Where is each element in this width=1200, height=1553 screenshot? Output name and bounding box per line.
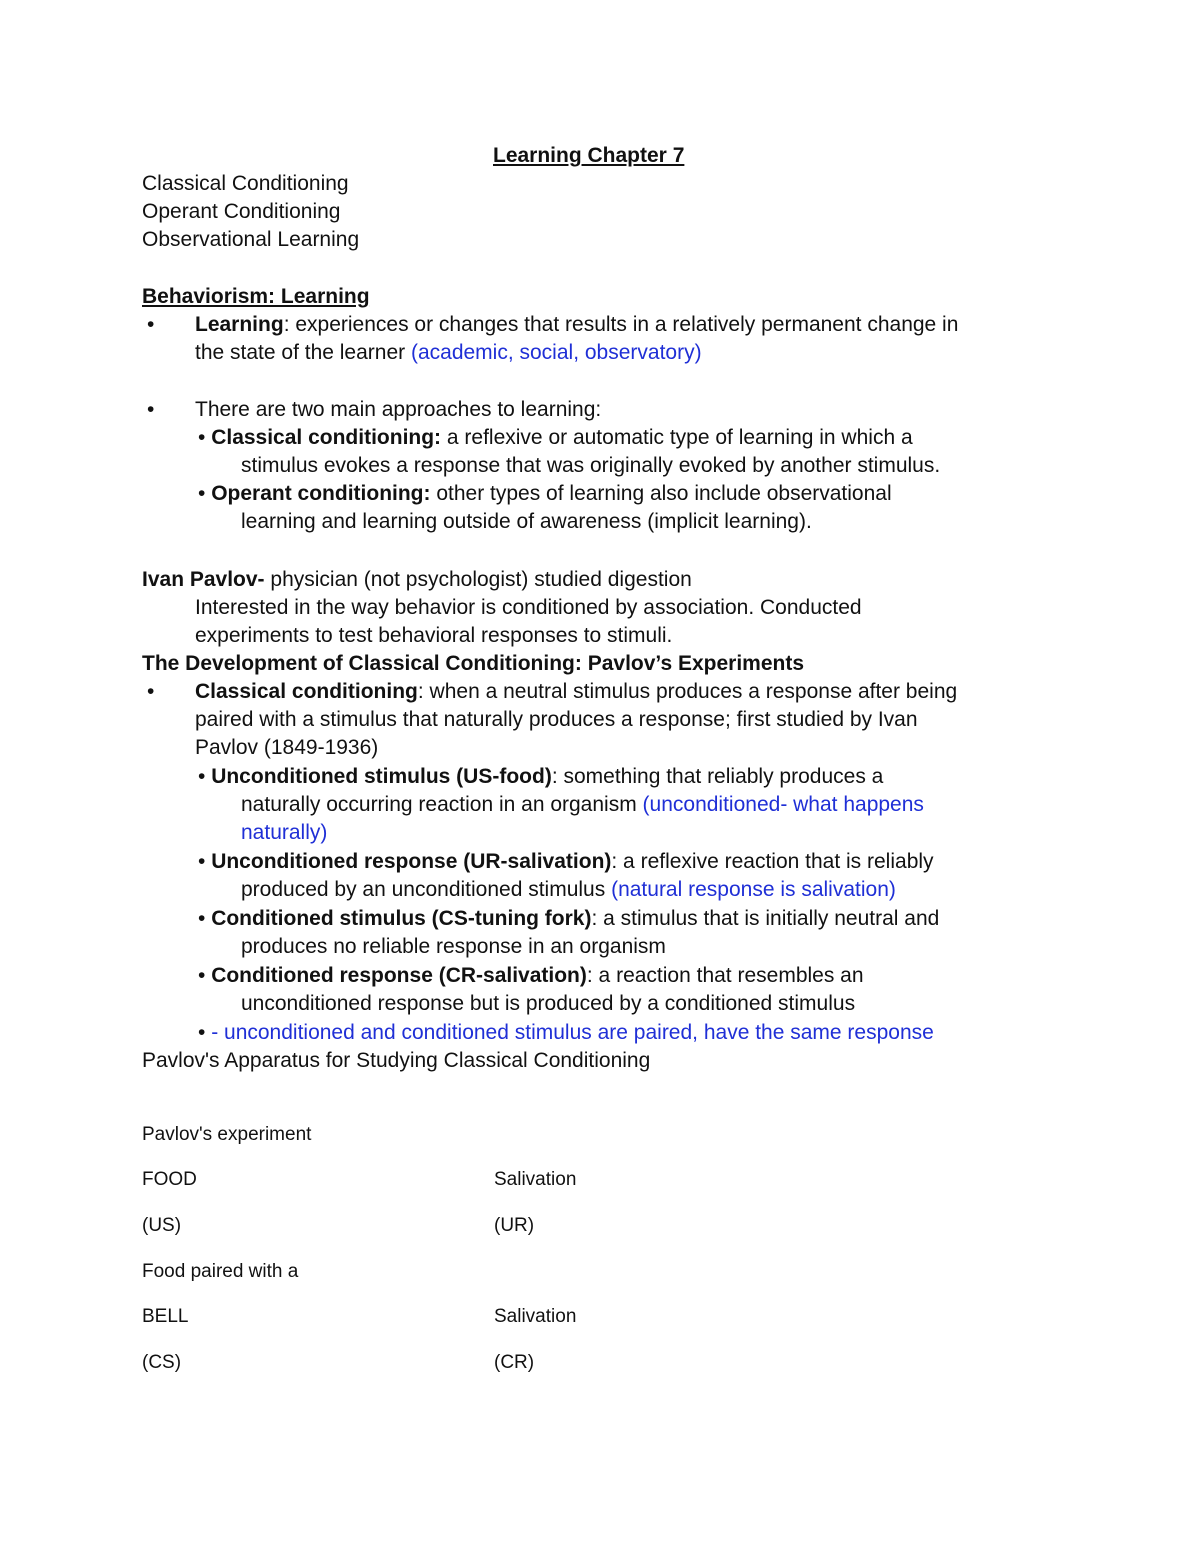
approaches-text: There are two main approaches to learning: <box>195 398 602 421</box>
ur-term: Unconditioned response (UR-salivation) <box>211 850 612 873</box>
apparatus-caption: Pavlov's Apparatus for Studying Classical Conditioning <box>142 1049 651 1072</box>
us-note-1: (unconditioned- what happens <box>642 793 924 816</box>
ur-def-2: produced by an unconditioned stimulus <box>241 878 612 901</box>
ur-line-2 <box>241 876 896 904</box>
us-def-2: naturally occurring reaction in an organism <box>241 793 643 816</box>
experiment-heading: Pavlov's experiment <box>142 1124 312 1145</box>
cr-def-1: : a reaction that resembles an <box>586 964 864 987</box>
cc-definition-line-1 <box>195 678 957 706</box>
experiment-response-salivation-1: Salivation <box>494 1169 577 1190</box>
paired-note-line <box>198 1019 934 1047</box>
classical-conditioning-def-1: a reflexive or automatic type of learning in which a <box>441 426 913 449</box>
cr-line-2: unconditioned response but is produced by a conditioned stimulus <box>241 992 856 1015</box>
sub-bullet: • <box>198 850 212 873</box>
intro-item-observational: Observational Learning <box>142 228 360 251</box>
classical-conditioning-line-1 <box>198 424 913 452</box>
sub-bullet: • <box>198 426 212 449</box>
intro-item-classical: Classical Conditioning <box>142 172 349 195</box>
operant-conditioning-line-1 <box>198 480 892 508</box>
cc-definition-line-2: paired with a stimulus that naturally produces a response; first studied by Ivan <box>195 708 918 731</box>
sub-bullet: • <box>198 964 212 987</box>
learning-definition-line-1 <box>195 311 958 339</box>
cc-term: Classical conditioning <box>195 680 418 703</box>
experiment-label-us: (US) <box>142 1215 182 1236</box>
us-def-1: : something that reliably produces a <box>551 765 884 788</box>
pavlov-desc: physician (not psychologist) studied digestion <box>264 568 692 591</box>
cr-term: Conditioned response (CR-salivation) <box>211 964 587 987</box>
experiment-stimulus-food: FOOD <box>142 1169 197 1190</box>
experiment-response-salivation-2: Salivation <box>494 1306 577 1327</box>
us-line-1 <box>198 763 883 791</box>
behaviorism-heading: Behaviorism: Learning <box>142 285 370 308</box>
cs-line-1 <box>198 905 939 933</box>
us-note-2: naturally) <box>241 821 328 844</box>
sub-bullet: • <box>198 482 212 505</box>
experiment-label-cr: (CR) <box>494 1352 535 1373</box>
learning-definition-line-2 <box>195 339 702 367</box>
experiment-pair-label: Food paired with a <box>142 1261 299 1282</box>
bullet-approaches: • <box>147 398 155 421</box>
us-line-2 <box>241 791 924 819</box>
ur-note: (natural response is salivation) <box>611 878 896 901</box>
operant-conditioning-def-1: other types of learning also include observational <box>430 482 892 505</box>
sub-bullet: • <box>198 765 212 788</box>
pavlov-interest-line-1: Interested in the way behavior is conditioned by association. Conducted <box>195 596 862 619</box>
pavlov-intro-line <box>142 566 692 594</box>
operant-conditioning-term: Operant conditioning: <box>211 482 431 505</box>
pavlov-interest-line-2: experiments to test behavioral responses to stimuli. <box>195 624 673 647</box>
ur-line-1 <box>198 848 934 876</box>
ur-def-1: : a reflexive reaction that is reliably <box>611 850 934 873</box>
classical-conditioning-term: Classical conditioning: <box>211 426 442 449</box>
cs-def-1: : a stimulus that is initially neutral and <box>591 907 940 930</box>
classical-conditioning-def-2: stimulus evokes a response that was originally evoked by another stimulus. <box>241 454 941 477</box>
learning-def-text-2: the state of the learner <box>195 341 411 364</box>
us-term: Unconditioned stimulus (US-food) <box>211 765 552 788</box>
experiment-stimulus-bell: BELL <box>142 1306 189 1327</box>
learning-term: Learning <box>195 313 284 336</box>
cc-definition-line-3: Pavlov (1849-1936) <box>195 736 379 759</box>
sub-bullet: • <box>198 907 212 930</box>
operant-conditioning-def-2: learning and learning outside of awareness (implicit learning). <box>241 510 812 533</box>
cr-line-1 <box>198 962 864 990</box>
intro-item-operant: Operant Conditioning <box>142 200 341 223</box>
cs-term: Conditioned stimulus (CS-tuning fork) <box>211 907 592 930</box>
learning-def-text-1: : experiences or changes that results in a relatively permanent change in <box>283 313 959 336</box>
page-title: Learning Chapter 7 <box>493 144 685 167</box>
experiment-label-cs: (CS) <box>142 1352 182 1373</box>
sub-bullet: • <box>198 1021 212 1044</box>
bullet-classical-conditioning: • <box>147 680 155 703</box>
pavlov-name: Ivan Pavlov- <box>142 568 265 591</box>
development-heading: The Development of Classical Conditioning: Pavlov’s Experiments <box>142 652 805 675</box>
bullet-learning: • <box>147 313 155 336</box>
cc-def-1: : when a neutral stimulus produces a response after being <box>417 680 958 703</box>
cs-line-2: produces no reliable response in an organism <box>241 935 666 958</box>
learning-note: (academic, social, observatory) <box>410 341 702 364</box>
experiment-label-ur: (UR) <box>494 1215 535 1236</box>
paired-note: - unconditioned and conditioned stimulus are paired, have the same response <box>211 1021 934 1044</box>
